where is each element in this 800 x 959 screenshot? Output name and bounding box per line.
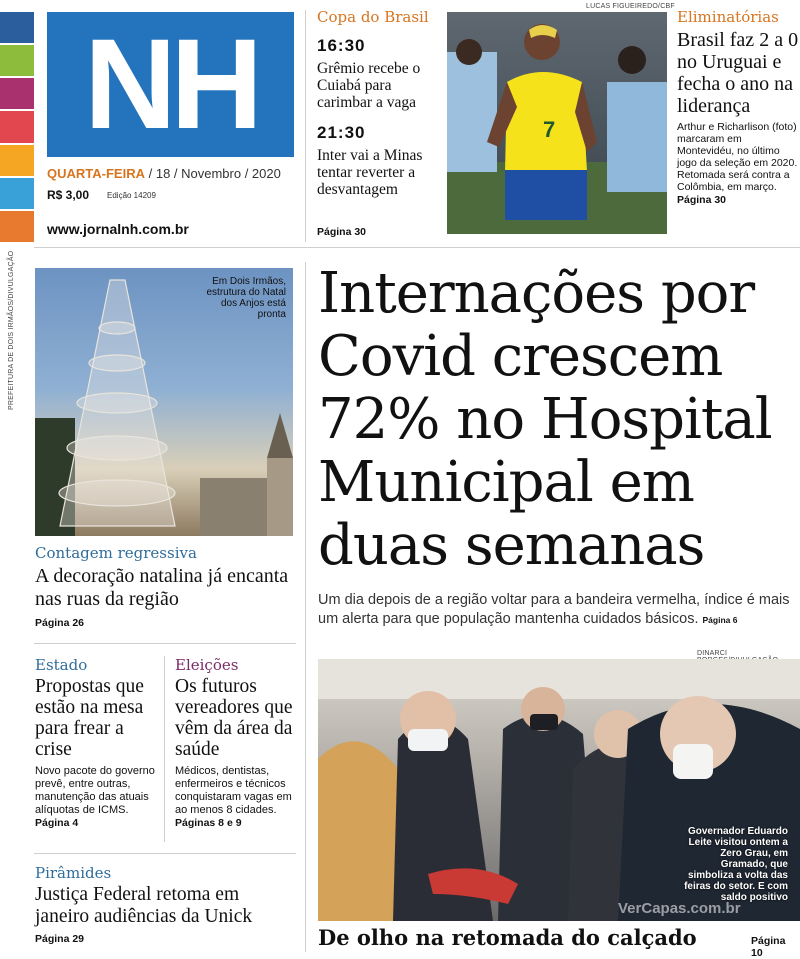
logo: NH — [47, 12, 294, 157]
photo-credit: DINARCI — [697, 650, 728, 657]
piramides-page: Página 29 — [35, 933, 85, 945]
estado-headline[interactable]: Propostas que estão na mesa para frear a crise — [35, 676, 144, 760]
color-stripe — [0, 211, 34, 242]
estado-block — [35, 656, 157, 830]
eliminatorias-headline[interactable]: Brasil faz 2 a 0 no Uruguai e fecha o ano na liderança — [677, 29, 799, 117]
copa-time-2: 21:30 — [317, 123, 366, 142]
main-deck-text: Um dia depois de a região voltar para a bandeira vermelha, índice é mais um alerta para que população mantenha cuidados básicos. — [318, 592, 790, 627]
calcado-page: Página 10 — [751, 935, 786, 959]
piramides-block — [35, 864, 297, 945]
eliminatorias-kicker: Eliminatórias — [677, 8, 779, 26]
eleicoes-page: Páginas 8 e 9 — [175, 817, 242, 829]
eleicoes-kicker: Eleições — [175, 656, 239, 674]
website-link[interactable]: www.jornalnh.com.br — [47, 221, 189, 237]
divider — [34, 853, 296, 854]
eleicoes-block — [175, 656, 297, 830]
color-stripes — [0, 12, 34, 244]
main-page: Página 6 — [702, 615, 738, 625]
photo-credit: PREFEITURA DE DOIS IRMÃOS/DIVULGAÇÃO — [8, 250, 15, 410]
calcado-headline[interactable]: De olho na retomada do calçado — [318, 925, 697, 950]
divider — [305, 262, 306, 952]
eleicoes-headline[interactable]: Os futuros vereadores que vêm da área da saúde — [175, 676, 293, 760]
color-stripe — [0, 78, 34, 109]
eliminatorias-page: Página 30 — [677, 194, 727, 206]
estado-page: Página 4 — [35, 817, 79, 829]
natal-kicker: Contagem regressiva — [35, 544, 197, 562]
svg-text:7: 7 — [543, 117, 556, 142]
divider — [34, 643, 296, 644]
color-stripe — [0, 178, 34, 209]
eleicoes-body — [175, 765, 297, 830]
estado-body-text: Novo pacote do governo prevê, entre outras, manutenção das atuais alíquotas de ICMS. — [35, 765, 155, 816]
color-stripe — [0, 145, 34, 176]
weekday: QUARTA-FEIRA — [47, 166, 145, 181]
watermark: VerCapas.com.br — [618, 900, 741, 917]
color-stripe — [0, 111, 34, 142]
eleicoes-body-text: Médicos, dentistas, enfermeiros e técnicos conquistaram vagas em ao menos 8 cidades. — [175, 765, 292, 816]
soccer-photo — [447, 12, 667, 234]
photo-credit: LUCAS FIGUEIREDO/CBF — [586, 3, 675, 10]
divider — [164, 656, 165, 842]
photo-caption: Governador Eduardo Leite visitou ontem a Zero Grau, em Gramado, que simboliza a volta das feiras do setor. E com saldo positivo — [684, 826, 788, 903]
copa-time-1: 16:30 — [317, 36, 366, 55]
piramides-headline[interactable]: Justiça Federal retoma em janeiro audiências da Unick — [35, 884, 253, 927]
main-headline[interactable]: Internações por Covid crescem 72% no Hospital Municipal em duas semanas — [318, 261, 772, 578]
copa-text-2: Inter vai a Minas tentar reverter a desvantagem — [317, 147, 423, 198]
copa-block — [317, 8, 442, 198]
estado-kicker: Estado — [35, 656, 88, 674]
photo-caption: Em Dois Irmãos, estrutura do Natal dos Anjos está pronta — [206, 276, 286, 320]
copa-page: Página 30 — [317, 226, 367, 238]
main-deck — [318, 591, 800, 630]
natal-headline[interactable]: A decoração natalina já encanta nas ruas da região — [35, 565, 289, 610]
natal-page: Página 26 — [35, 617, 85, 629]
color-stripe — [0, 12, 34, 43]
color-stripe — [0, 45, 34, 76]
divider — [34, 247, 800, 248]
eliminatorias-body: Arthur e Richarlison (foto) marcaram em Montevidéu, no último jogo da seleção em 2020. Retomada será contra a Colômbia, em março. — [677, 121, 798, 193]
date: / 18 / Novembro / 2020 — [148, 166, 281, 181]
copa-kicker: Copa do Brasil — [317, 8, 429, 26]
divider — [305, 10, 306, 242]
date-line — [47, 166, 281, 181]
edition: Edição 14209 — [107, 191, 156, 200]
natal-block — [35, 544, 297, 629]
eliminatorias-block — [677, 8, 799, 206]
estado-body — [35, 765, 157, 830]
piramides-kicker: Pirâmides — [35, 864, 112, 882]
price: R$ 3,00 — [47, 188, 90, 202]
copa-text-1: Grêmio recebe o Cuiabá para carimbar a vaga — [317, 60, 421, 111]
